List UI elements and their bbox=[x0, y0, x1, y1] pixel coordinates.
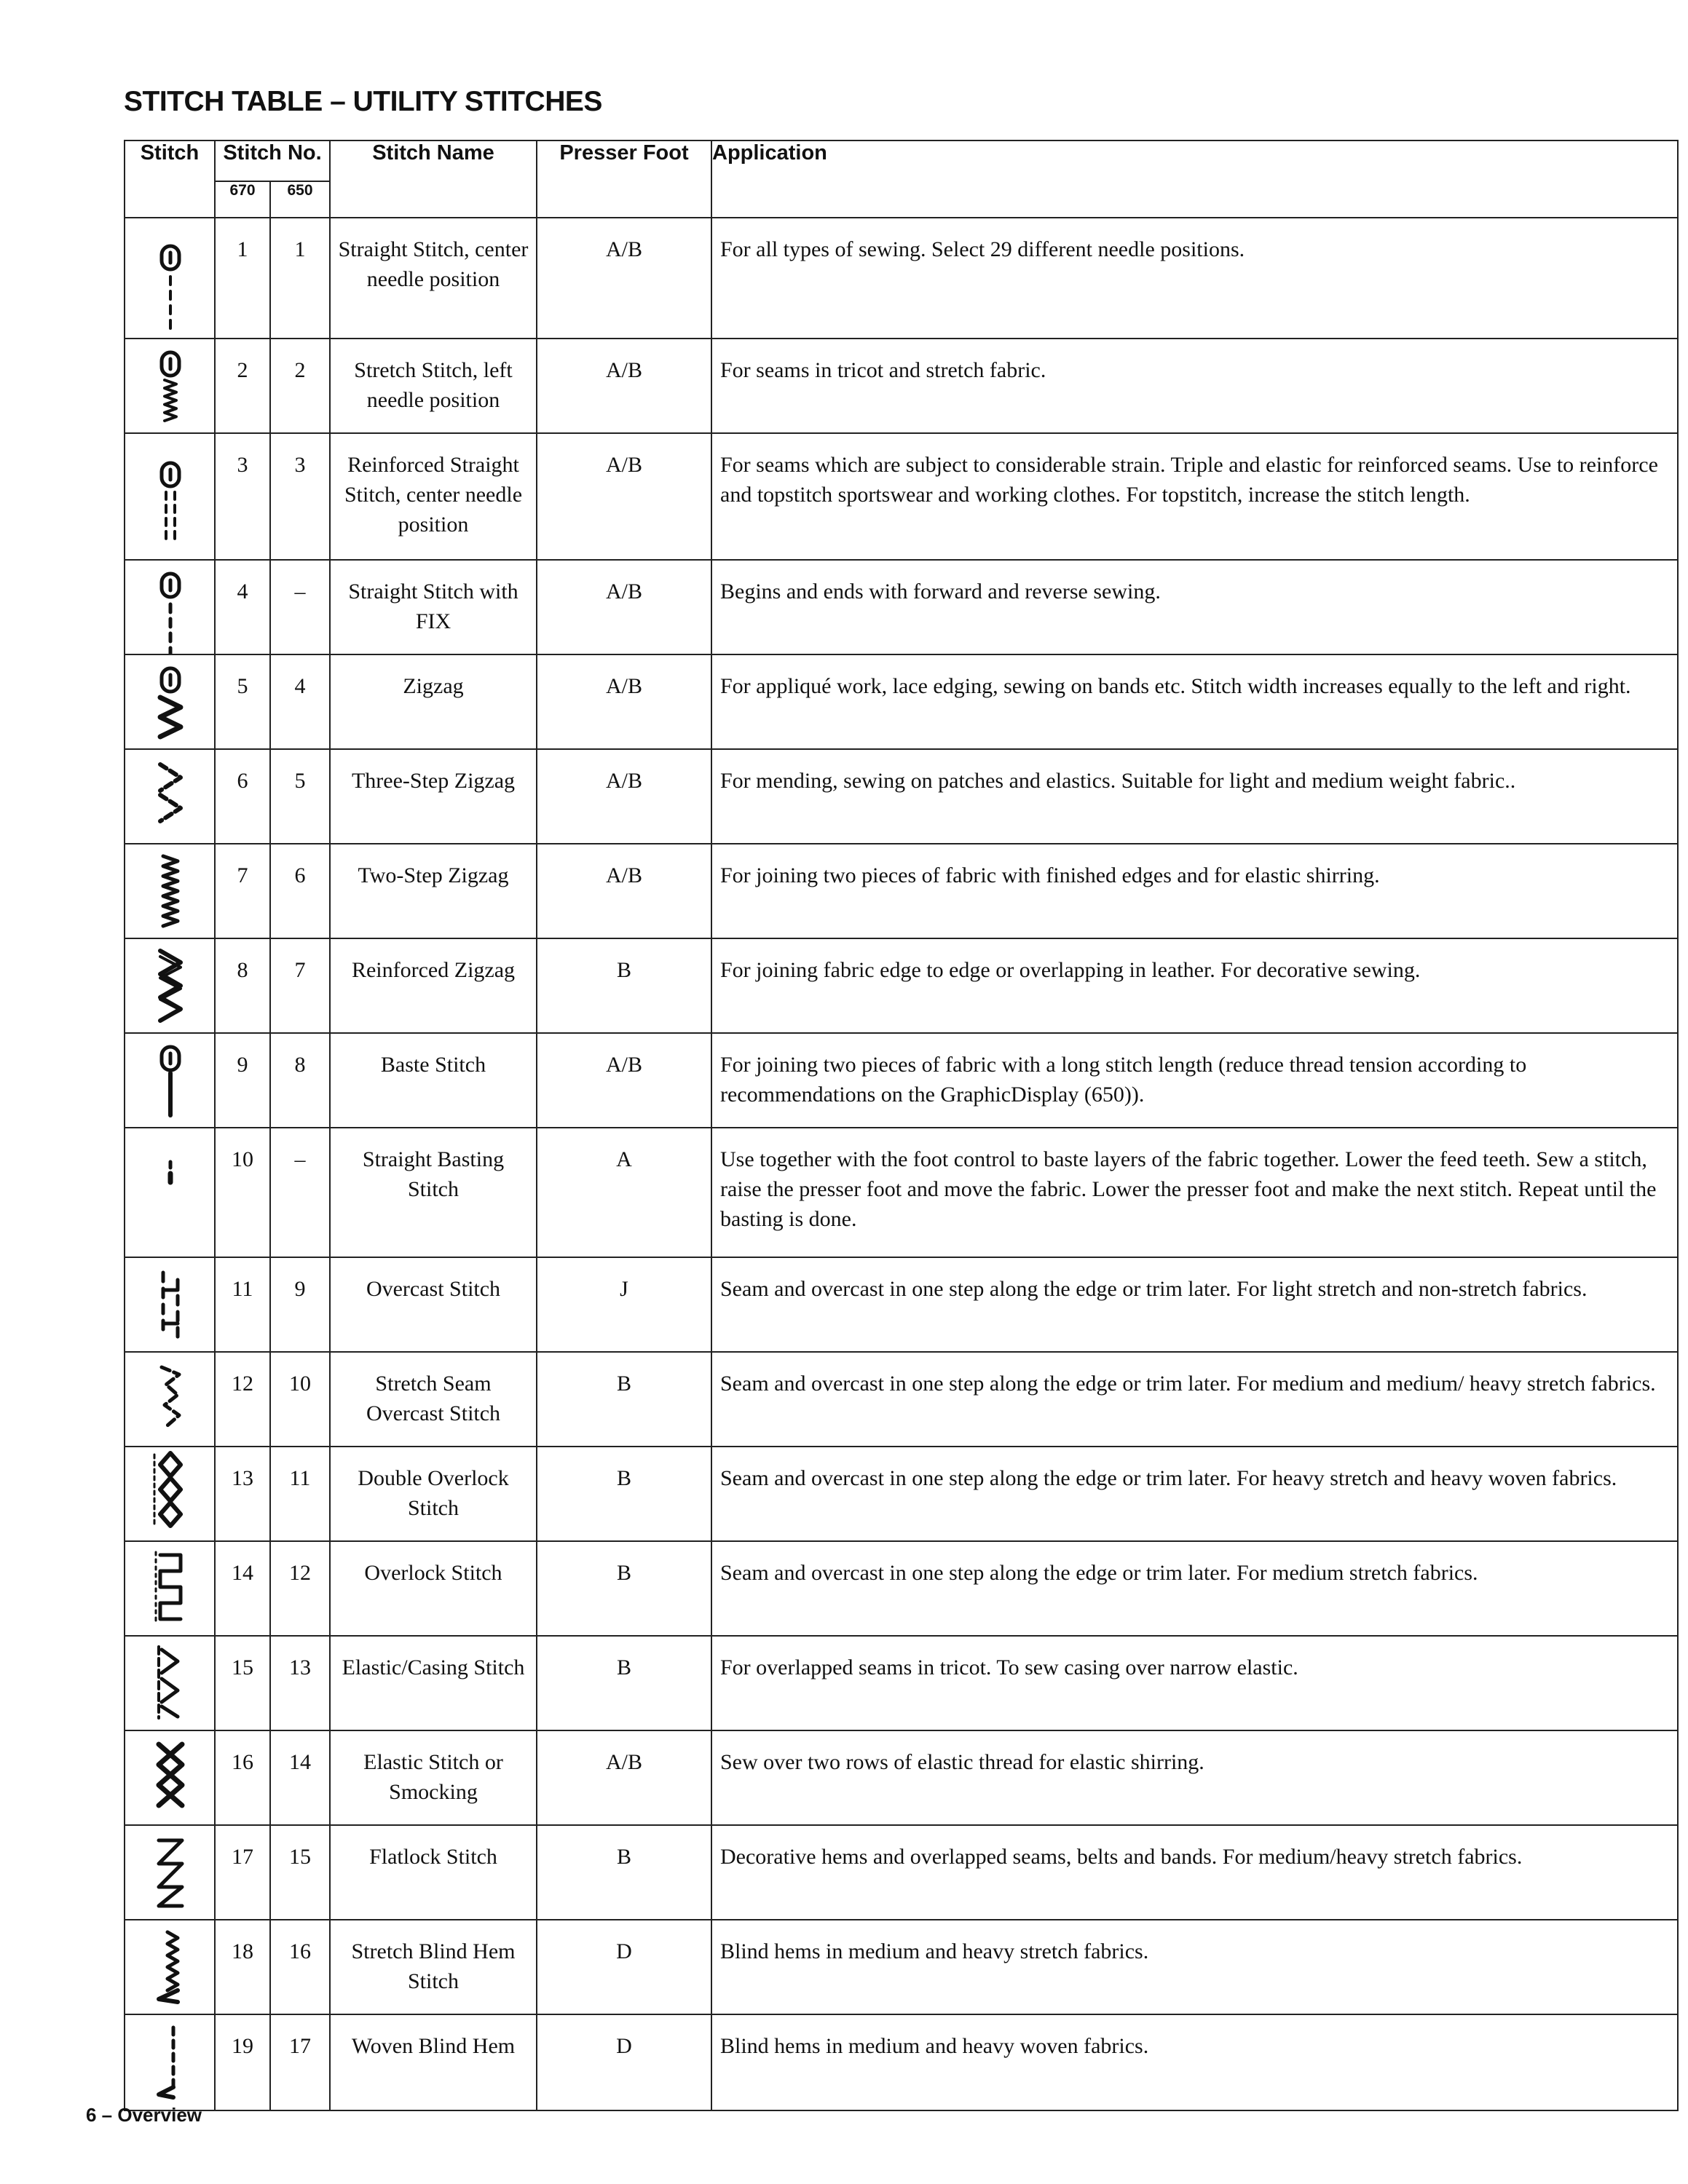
application-text: Seam and overcast in one step along the edge or trim later. For heavy stretch and heavy woven fabrics. bbox=[711, 1447, 1678, 1541]
stitch-no-650: 6 bbox=[270, 844, 330, 938]
presser-foot: B bbox=[537, 1541, 711, 1636]
straight-basting-stitch-icon bbox=[125, 1128, 216, 1257]
stitch-no-670: 5 bbox=[215, 654, 270, 749]
stitch-no-670: 8 bbox=[215, 938, 270, 1033]
presser-foot: A/B bbox=[537, 339, 711, 433]
stitch-no-650: 14 bbox=[270, 1730, 330, 1825]
stitch-no-650: 13 bbox=[270, 1636, 330, 1730]
stitch-name: Overcast Stitch bbox=[330, 1257, 537, 1352]
stitch-name: Reinforced Straight Stitch, center needle position bbox=[330, 433, 537, 560]
stitch-no-650: – bbox=[270, 560, 330, 654]
stitch-no-670: 7 bbox=[215, 844, 270, 938]
presser-foot: A/B bbox=[537, 749, 711, 844]
header-model-650: 650 bbox=[270, 181, 330, 218]
stitch-name: Flatlock Stitch bbox=[330, 1825, 537, 1920]
presser-foot: A/B bbox=[537, 560, 711, 654]
stitch-cell bbox=[125, 844, 215, 938]
overlock-stitch-icon bbox=[125, 1542, 216, 1635]
stitch-no-670: 10 bbox=[215, 1128, 270, 1257]
stitch-name: Stretch Seam Overcast Stitch bbox=[330, 1352, 537, 1447]
application-text: Begins and ends with forward and reverse sewing. bbox=[711, 560, 1678, 654]
presser-foot: A/B bbox=[537, 433, 711, 560]
flatlock-stitch-icon bbox=[125, 1826, 216, 1919]
stitch-no-650: 15 bbox=[270, 1825, 330, 1920]
stitch-name: Three-Step Zigzag bbox=[330, 749, 537, 844]
stitch-cell bbox=[125, 1636, 215, 1730]
stitch-cell bbox=[125, 654, 215, 749]
stitch-cell bbox=[125, 433, 215, 560]
application-text: For overlapped seams in tricot. To sew casing over narrow elastic. bbox=[711, 1636, 1678, 1730]
table-row bbox=[125, 1730, 1678, 1825]
straight-stitch-icon bbox=[125, 218, 216, 338]
stitch-cell bbox=[125, 218, 215, 339]
presser-foot: A bbox=[537, 1128, 711, 1257]
table-row bbox=[125, 339, 1678, 433]
stitch-name: Elastic/Casing Stitch bbox=[330, 1636, 537, 1730]
table-row bbox=[125, 654, 1678, 749]
stitch-cell bbox=[125, 560, 215, 654]
application-text: For joining two pieces of fabric with finished edges and for elastic shirring. bbox=[711, 844, 1678, 938]
double-overlock-icon bbox=[125, 1447, 216, 1540]
stitch-no-650: 7 bbox=[270, 938, 330, 1033]
stitch-no-650: 16 bbox=[270, 1920, 330, 2014]
stitch-no-670: 18 bbox=[215, 1920, 270, 2014]
stitch-table bbox=[124, 140, 1679, 2111]
header-row bbox=[125, 141, 1678, 181]
stretch-blind-hem-icon bbox=[125, 1920, 216, 2014]
stitch-cell bbox=[125, 1920, 215, 2014]
application-text: Blind hems in medium and heavy stretch fabrics. bbox=[711, 1920, 1678, 2014]
stitch-cell bbox=[125, 1033, 215, 1128]
table-row bbox=[125, 1257, 1678, 1352]
stitch-name: Baste Stitch bbox=[330, 1033, 537, 1128]
stitch-name: Straight Stitch with FIX bbox=[330, 560, 537, 654]
stitch-no-670: 15 bbox=[215, 1636, 270, 1730]
application-text: For seams which are subject to considerable strain. Triple and elastic for reinforced seams. Use to reinforce and topstitch sportswear and working clothes. For topstitch, increase the stitch length. bbox=[711, 433, 1678, 560]
stitch-no-670: 6 bbox=[215, 749, 270, 844]
header-stitch: Stitch bbox=[125, 141, 215, 218]
elastic-smocking-icon bbox=[125, 1731, 216, 1824]
table-row bbox=[125, 1447, 1678, 1541]
application-text: For appliqué work, lace edging, sewing on bands etc. Stitch width increases equally to the left and right. bbox=[711, 654, 1678, 749]
stitch-cell bbox=[125, 1541, 215, 1636]
table-row bbox=[125, 218, 1678, 339]
table-row bbox=[125, 938, 1678, 1033]
table-row bbox=[125, 1541, 1678, 1636]
table-row bbox=[125, 844, 1678, 938]
stitch-name: Stretch Blind Hem Stitch bbox=[330, 1920, 537, 2014]
two-step-zigzag-icon bbox=[125, 844, 216, 938]
stitch-cell bbox=[125, 938, 215, 1033]
application-text: For mending, sewing on patches and elastics. Suitable for light and medium weight fabric.. bbox=[711, 749, 1678, 844]
presser-foot: B bbox=[537, 1447, 711, 1541]
stitch-cell bbox=[125, 1730, 215, 1825]
header-stitch-name: Stitch Name bbox=[330, 141, 537, 218]
application-text: Sew over two rows of elastic thread for elastic shirring. bbox=[711, 1730, 1678, 1825]
header-stitch-no: Stitch No. bbox=[215, 141, 330, 181]
stitch-name: Two-Step Zigzag bbox=[330, 844, 537, 938]
stitch-no-670: 12 bbox=[215, 1352, 270, 1447]
presser-foot: J bbox=[537, 1257, 711, 1352]
table-row bbox=[125, 1825, 1678, 1920]
stitch-no-650: 5 bbox=[270, 749, 330, 844]
stitch-no-650: – bbox=[270, 1128, 330, 1257]
three-step-zigzag-icon bbox=[125, 750, 216, 843]
stitch-cell bbox=[125, 2014, 215, 2110]
table-row bbox=[125, 1920, 1678, 2014]
table-row bbox=[125, 1128, 1678, 1257]
application-text: For joining fabric edge to edge or overlapping in leather. For decorative sewing. bbox=[711, 938, 1678, 1033]
stitch-no-670: 19 bbox=[215, 2014, 270, 2110]
stretch-seam-overcast-icon bbox=[125, 1353, 216, 1446]
stitch-no-650: 9 bbox=[270, 1257, 330, 1352]
stitch-no-650: 12 bbox=[270, 1541, 330, 1636]
stitch-name: Reinforced Zigzag bbox=[330, 938, 537, 1033]
stitch-no-670: 3 bbox=[215, 433, 270, 560]
straight-stitch-fix-icon bbox=[125, 561, 216, 654]
stitch-cell bbox=[125, 1825, 215, 1920]
page-footer: 6 – Overview bbox=[86, 2104, 202, 2126]
stitch-name: Double Overlock Stitch bbox=[330, 1447, 537, 1541]
stitch-cell bbox=[125, 339, 215, 433]
stitch-name: Straight Stitch, center needle position bbox=[330, 218, 537, 339]
presser-foot: B bbox=[537, 1825, 711, 1920]
table-row bbox=[125, 1636, 1678, 1730]
reinforced-straight-stitch-icon bbox=[125, 434, 216, 559]
zigzag-icon bbox=[125, 655, 216, 748]
stitch-name: Straight Basting Stitch bbox=[330, 1128, 537, 1257]
stitch-no-670: 11 bbox=[215, 1257, 270, 1352]
table-row bbox=[125, 2014, 1678, 2110]
stitch-name: Zigzag bbox=[330, 654, 537, 749]
table-row bbox=[125, 1352, 1678, 1447]
woven-blind-hem-icon bbox=[125, 2015, 216, 2110]
stitch-no-650: 4 bbox=[270, 654, 330, 749]
stitch-name: Stretch Stitch, left needle position bbox=[330, 339, 537, 433]
stitch-no-670: 1 bbox=[215, 218, 270, 339]
elastic-casing-icon bbox=[125, 1637, 216, 1730]
stitch-no-670: 16 bbox=[215, 1730, 270, 1825]
stitch-no-670: 13 bbox=[215, 1447, 270, 1541]
stitch-cell bbox=[125, 749, 215, 844]
stitch-cell bbox=[125, 1128, 215, 1257]
baste-stitch-icon bbox=[125, 1034, 216, 1127]
stitch-name: Overlock Stitch bbox=[330, 1541, 537, 1636]
stitch-no-650: 11 bbox=[270, 1447, 330, 1541]
stitch-no-650: 10 bbox=[270, 1352, 330, 1447]
application-text: For joining two pieces of fabric with a long stitch length (reduce thread tension according to recommendations on the GraphicDisplay (650)). bbox=[711, 1033, 1678, 1128]
presser-foot: D bbox=[537, 2014, 711, 2110]
stitch-name: Elastic Stitch or Smocking bbox=[330, 1730, 537, 1825]
application-text: For all types of sewing. Select 29 different needle positions. bbox=[711, 218, 1678, 339]
stitch-no-670: 9 bbox=[215, 1033, 270, 1128]
presser-foot: B bbox=[537, 1352, 711, 1447]
stitch-no-670: 4 bbox=[215, 560, 270, 654]
page-title: STITCH TABLE – UTILITY STITCHES bbox=[124, 86, 602, 117]
stitch-no-650: 2 bbox=[270, 339, 330, 433]
stitch-no-670: 14 bbox=[215, 1541, 270, 1636]
header-presser-foot: Presser Foot bbox=[537, 141, 711, 218]
presser-foot: A/B bbox=[537, 218, 711, 339]
presser-foot: A/B bbox=[537, 1033, 711, 1128]
application-text: Use together with the foot control to baste layers of the fabric together. Lower the feed teeth. Sew a stitch, raise the presser foot and move the fabric. Lower the presser foot and make the next stitch. Repeat until the basting is done. bbox=[711, 1128, 1678, 1257]
stitch-cell bbox=[125, 1447, 215, 1541]
stitch-no-650: 17 bbox=[270, 2014, 330, 2110]
stitch-cell bbox=[125, 1257, 215, 1352]
presser-foot: A/B bbox=[537, 654, 711, 749]
stitch-no-670: 2 bbox=[215, 339, 270, 433]
presser-foot: A/B bbox=[537, 844, 711, 938]
application-text: Seam and overcast in one step along the edge or trim later. For medium stretch fabrics. bbox=[711, 1541, 1678, 1636]
presser-foot: B bbox=[537, 1636, 711, 1730]
table-row bbox=[125, 1033, 1678, 1128]
application-text: Blind hems in medium and heavy woven fabrics. bbox=[711, 2014, 1678, 2110]
application-text: Seam and overcast in one step along the edge or trim later. For medium and medium/ heavy stretch fabrics. bbox=[711, 1352, 1678, 1447]
table-row bbox=[125, 749, 1678, 844]
stitch-no-670: 17 bbox=[215, 1825, 270, 1920]
stitch-no-650: 3 bbox=[270, 433, 330, 560]
application-text: For seams in tricot and stretch fabric. bbox=[711, 339, 1678, 433]
stitch-no-650: 8 bbox=[270, 1033, 330, 1128]
stretch-stitch-icon bbox=[125, 339, 216, 432]
table-row bbox=[125, 433, 1678, 560]
reinforced-zigzag-icon bbox=[125, 939, 216, 1032]
application-text: Seam and overcast in one step along the edge or trim later. For light stretch and non-stretch fabrics. bbox=[711, 1257, 1678, 1352]
overcast-stitch-icon bbox=[125, 1258, 216, 1351]
header-model-670: 670 bbox=[215, 181, 270, 218]
stitch-name: Woven Blind Hem bbox=[330, 2014, 537, 2110]
table-row bbox=[125, 560, 1678, 654]
stitch-no-650: 1 bbox=[270, 218, 330, 339]
header-application: Application bbox=[711, 141, 1678, 218]
presser-foot: A/B bbox=[537, 1730, 711, 1825]
presser-foot: D bbox=[537, 1920, 711, 2014]
application-text: Decorative hems and overlapped seams, belts and bands. For medium/heavy stretch fabrics. bbox=[711, 1825, 1678, 1920]
stitch-cell bbox=[125, 1352, 215, 1447]
presser-foot: B bbox=[537, 938, 711, 1033]
